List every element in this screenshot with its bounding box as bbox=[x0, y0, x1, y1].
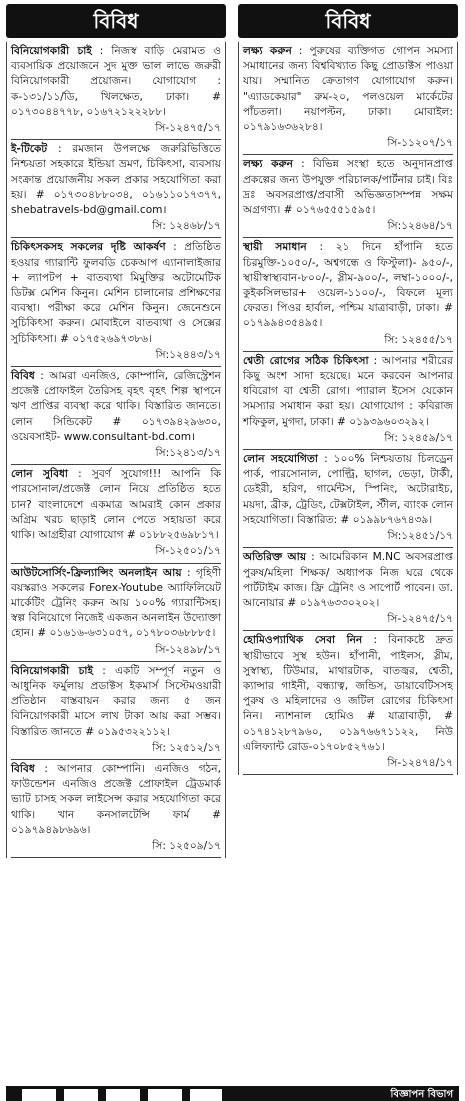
classified-ad bbox=[11, 662, 221, 760]
ad-text bbox=[243, 240, 453, 331]
ad-heading: অতিরিক্ত আয় bbox=[243, 551, 307, 564]
ad-code: সি:১২৪১৩/১৭ bbox=[155, 447, 221, 460]
ad-text bbox=[11, 240, 221, 346]
ad-heading: হোমিওপ্যাথিক সেবা নিন bbox=[243, 634, 363, 647]
classified-ad bbox=[243, 631, 453, 775]
ad-code: সি-১২৪৯৮/১৭ bbox=[155, 643, 221, 656]
ad-text bbox=[11, 566, 221, 642]
ad-code: সি: ১২৫০৯/১৭ bbox=[152, 839, 221, 852]
ad-code: সি-১২৪৭৪/১৭ bbox=[387, 756, 453, 769]
ad-body: : আপনার কোম্পানি। এনজিও গঠন, ফাউন্ডেশন এনজিও প্রজেক্ট প্রোফাইল ট্রেডমার্ক ভ্যাট চাসহ সকল লাইসেন্স করার সহযোগিতা করে থাকি। খান কনসালটেন্সি ফার্ম # ০১৯৭৯৪৯৮৬৯৬। bbox=[11, 762, 221, 836]
ad-text bbox=[243, 354, 453, 430]
ad-heading: শ্বেতী রোগের সঠিক চিকিৎসা bbox=[243, 354, 369, 367]
column-body bbox=[238, 42, 458, 775]
ad-body: : ১০০% নিশ্চয়তায় চিলড্রেন পার্ক, পারসোনাল, পোল্ট্রি, ছাগল, ভেড়া, টার্কী, ডেইরী, হরিণ, গার্মেন্টস, স্পিনিং, অটোরাইচ, ময়দা, ব্রীক, ট্রেডিং, টেক্সটাইল, স্টীল, ব্যাংক লোন সহযোগিতা। বিস্তারিত: # ০১৯৯৮৭৬৭৪৩৯। bbox=[243, 453, 453, 526]
ad-text bbox=[11, 44, 221, 120]
ad-body: : বিভিন্ন সংস্থা হতে অনুদানপ্রাপ্ত প্রকল্পের জন্য উপযুক্ত পরিচালক/পার্টনার চাই। বিঃ দ্রঃ অবসরপ্রাপ্ত/প্রবাসী অভিজ্ঞতাসম্পন্ন সক্ষম অগ্রগণ্য। # ০১৭৬৫৫৫১৫৯৫। bbox=[243, 158, 453, 217]
ad-heading: ই-টিকেট bbox=[11, 143, 48, 156]
ad-code: সি: ১২৪৬৮/১৭ bbox=[152, 220, 221, 233]
ad-text bbox=[243, 452, 453, 528]
banner-logo-block bbox=[22, 1089, 222, 1101]
classified-ad bbox=[11, 465, 221, 563]
ad-code: সি: ১২৪৫৫/১৭ bbox=[384, 333, 453, 346]
classifieds-column-right bbox=[238, 4, 458, 775]
ad-code: সি-১২৫০১/১৭ bbox=[155, 545, 221, 558]
ad-text bbox=[243, 44, 453, 135]
ad-text bbox=[243, 550, 453, 611]
ad-code: সি: ১২৪৫৯/১৭ bbox=[384, 431, 453, 444]
classified-ad bbox=[11, 42, 221, 140]
ad-body: : প্রতিষ্ঠিত হওয়ার গ্যারান্টি ফুলবডি চেকআপ এ্যানালাইজার + ল্যাপটপ + বাতব্যথা মিমুক্তির অটোমেটিক ডিটক্স মেশিন কিনুন। মেশিন চালানোর প্রশিক্ষণের ব্যবস্থা। পরীক্ষা করে মেশিন কিনুন। জেনেশুনে সুচিকিৎসা করুন। মোবাইলে বাতব্যথা ও সেক্সের সুচিকিৎসা। # ০১৭৫২৬৯৭৩৮৬। bbox=[11, 241, 221, 345]
ad-text bbox=[11, 762, 221, 838]
ad-body: : সুবর্ণ সুযোগ!!! আপনি কি পারসোনাল/প্রজেক্ট লোন নিয়ে প্রতিষ্ঠিত হতে চান? বাংলাদেশে একমাত্র আমরাই কোন প্রকার অগ্রিম খরচ ছাড়াই লোন পেতে সহায়তা করে থাকি। আগ্রহীরা যোগাযোগ # ০১৮৮২৫৬৯৮১৭। bbox=[11, 468, 221, 542]
column-body bbox=[6, 42, 226, 858]
classifieds-column-left bbox=[6, 4, 226, 858]
classified-ad bbox=[11, 760, 221, 858]
ad-text bbox=[243, 157, 453, 218]
ad-heading: লক্ষ্য করুন bbox=[243, 158, 293, 171]
classified-ad bbox=[243, 450, 453, 548]
ad-code: সি:১২৪৫১/১৭ bbox=[387, 530, 453, 543]
ad-body: : একটি সম্পূর্ণ নতুন ও আধুনিক ফর্মুলায় প্রডাক্টস ইকমার্স সিস্টেমওয়ারী প্রতিষ্ঠান বাস্তবায়ন করার জন্য ৫ জন বিনিয়োগকারী মাসে লাখ টাকা আয় করা সম্ভব। বিস্তারিত জানতে # ০১৯৫৩২২১১২। bbox=[11, 664, 221, 738]
ad-heading: বিনিয়োগকারী চাই bbox=[11, 664, 93, 677]
ad-text bbox=[11, 369, 221, 445]
ad-text bbox=[243, 633, 453, 755]
column-header: বিবিধ bbox=[238, 4, 458, 38]
ad-body: : আমরা এনজিও, কোম্পানি, রেজিস্ট্রেশন প্রজেক্ট প্রোফাইল তৈরিসহ বৃহৎ বৃহৎ শিল্প স্থাপনে ঋণ প্রাপ্তির ব্যবস্থা করে থাকি। বিস্তারিত জানতে। লোন সিন্ডিকেট # ০১৭৩৯৪২৯৬৩০, ওয়েবসাইট- www.consultant-bd.com। bbox=[11, 370, 221, 443]
ad-heading: স্থায়ী সমাধান bbox=[243, 241, 307, 254]
classified-ad bbox=[243, 548, 453, 631]
ad-heading: আউটসোর্সিং-ফ্রিল্যান্সিং অনলাইন আয় bbox=[11, 566, 182, 579]
classified-ad bbox=[11, 564, 221, 662]
ad-heading: বিবিধ bbox=[11, 370, 35, 383]
banner-text: বিজ্ঞাপন বিভাগ bbox=[390, 1089, 453, 1100]
classified-ad bbox=[243, 238, 453, 351]
bottom-banner bbox=[6, 1086, 459, 1101]
classified-ad bbox=[243, 155, 453, 238]
ad-body: : নিজস্ব বাড়ি মেরামত ও ব্যবসায়িক প্রয়োজনে সুদ মুক্ত ভাল লাভে জরুরী বিনিয়োগকারী প্রয়োজন। যোগাযোগ : ক-১৩১/১১/ডি, খিলক্ষেত, ঢাকা। # ০১৭৩০৪৪৭৭৮, ০১৬৭২১২২২৮৮। bbox=[11, 45, 221, 118]
ad-heading: বিনিয়োগকারী চাই bbox=[11, 45, 92, 57]
ad-body: : রমজান উপলক্ষে জরুরিভিত্তিতে নিশ্চয়তা সহকারে ইন্ডিয়া ভ্রমণ, চিকিৎসা, ব্যবসায় সংক্রান্ত প্রয়োজনীয় সকল প্রকার সহযোগিতা করা হয়। # ০১৭৩০৪৮৮০৩৪, ০১৬১১০১৭৩৭৭, shebatravels-bd@gmail.com। bbox=[11, 143, 221, 217]
ad-heading: চিকিৎসকসহ সকলের দৃষ্টি আকর্ষণ bbox=[11, 241, 166, 254]
classified-ad bbox=[11, 238, 221, 367]
ad-text bbox=[11, 467, 221, 543]
ad-body: : আমেরিকান M.NC অবসরপ্রাপ্ত পুরুষ/মহিলা শিক্ষক/ অধ্যাপক নিজ ঘরে থেকে পার্টটাইম কাজ। ফ্রি ট্রেনিং ও সাপোর্ট পাবেন। ডা. আনোয়ার # ০১৯৭৬৩৩০২০২। bbox=[243, 551, 453, 609]
ad-heading: লোন সুবিধা bbox=[11, 468, 68, 481]
ad-body: : বিনাকষ্টে দ্রুত স্থায়ীভাবে সুস্থ হউন। হাঁপানী, পাইলস, স্লীম, সুস্বাস্থ্য, টিউমার, মাথারটাক, বাতজ্বর, শ্বেতী, ক্যান্সার গাইনী, বন্ধ্যাত্ব, জন্ডিস, ডায়াবেটিসসহ পুরুষ ও মহিলাদের ও জটিল রোগের চিকিৎসা নিন। ন্যাশনাল হোমিও # যাত্রাবাড়ী, # ০১৭৪১২৮৭৯৬০, ০১৯৭৬৬৭১১২২, নিউ এলিফ্যান্ট রোড-০১৭০৮৫২৭৬১। bbox=[243, 634, 453, 753]
ad-text bbox=[11, 664, 221, 740]
classified-ad bbox=[243, 42, 453, 155]
ad-heading: বিবিধ bbox=[11, 762, 35, 775]
ad-body: : ২১ দিনে হাঁপানি হতে চিরমুক্তি-১০৫০/-, অশ্বগন্ধে ও ফিস্টুলা)- ৯৫০/-, স্থায়ীস্বাস্থ্যবান-৮০০/-, স্লীম-৯০০/-, লম্বা-১০০০/-, কুইকসিলভার+ ওয়েল-১১০০/-, বিফলে মূল্য ফেরত। পিওর হার্বাল, পশ্চিম যাত্রাবাড়ী, ঢাকা। # ০১৭৯৯৪৩৫৪৯৫। bbox=[243, 241, 453, 330]
ad-code: সি:১২৪৬৪/১৭ bbox=[387, 220, 453, 233]
ad-code: সি-১২৪৭৫/১৭ bbox=[387, 613, 453, 626]
ad-code: সি-১২৪৭৫/১৭ bbox=[155, 122, 221, 135]
classified-ad bbox=[11, 140, 221, 238]
ad-body: : আপনার শরীরের কিছু অংশ সাদা হয়েছে। মনে করবেন আপনার ধবিরোগ বা শ্বেতী রোগ। প্যারাল ইসেস যেকোন সমস্যার সমাধান করা হয়। যোগাযোগ : কবিরাজ শফিকুল, মুগদা, ঢাকা। # ০১৯৩৯৬০৩২৯২। bbox=[243, 354, 453, 428]
ad-text bbox=[11, 142, 221, 218]
ad-body: : গৃহিণী বয়স্করাও সকলের Forex-Youtube অ্যাফিলিয়েট মার্কেটিং ট্রেনিং করুন আয় ১০০% গ্যারান্টিসহ। স্বল্প বিনিয়োগে নিজেই একজন অনলাইন উদ্যোক্তা হোন। # ০১৬১৬-৬৩১০৫৭, ০১৭৮০৩৬৮৮৮৫। bbox=[11, 566, 221, 640]
classified-ad bbox=[11, 367, 221, 465]
ad-heading: লক্ষ্য করুন bbox=[243, 45, 292, 57]
ad-code: সি:১২৪৪৩/১৭ bbox=[155, 348, 221, 361]
ad-body: : পুরুষের ব্যক্তিগত গোপন সমস্যা সমাধানের জন্য বিশ্ববিখ্যাত কিছু প্রোডাক্টস পাওয়া যায়। সম্মানিত ক্রেতাগণ যোগাযোগ করুন। "এ্যাডকেয়ার" রুম-২০, পলওয়েল মার্কেটের পাঁচতলা। নয়াপল্টন, ঢাকা। মোবাইল: ০১৭৯১৬৩৬২৮৪। bbox=[243, 45, 453, 134]
ad-heading: লোন সহযোগিতা bbox=[243, 453, 319, 466]
ad-code: সি-১১২০৭/১৭ bbox=[387, 137, 453, 150]
ad-code: সি: ১২৫১২/১৭ bbox=[152, 741, 221, 754]
column-header: বিবিধ bbox=[6, 4, 226, 38]
classified-ad bbox=[243, 352, 453, 450]
